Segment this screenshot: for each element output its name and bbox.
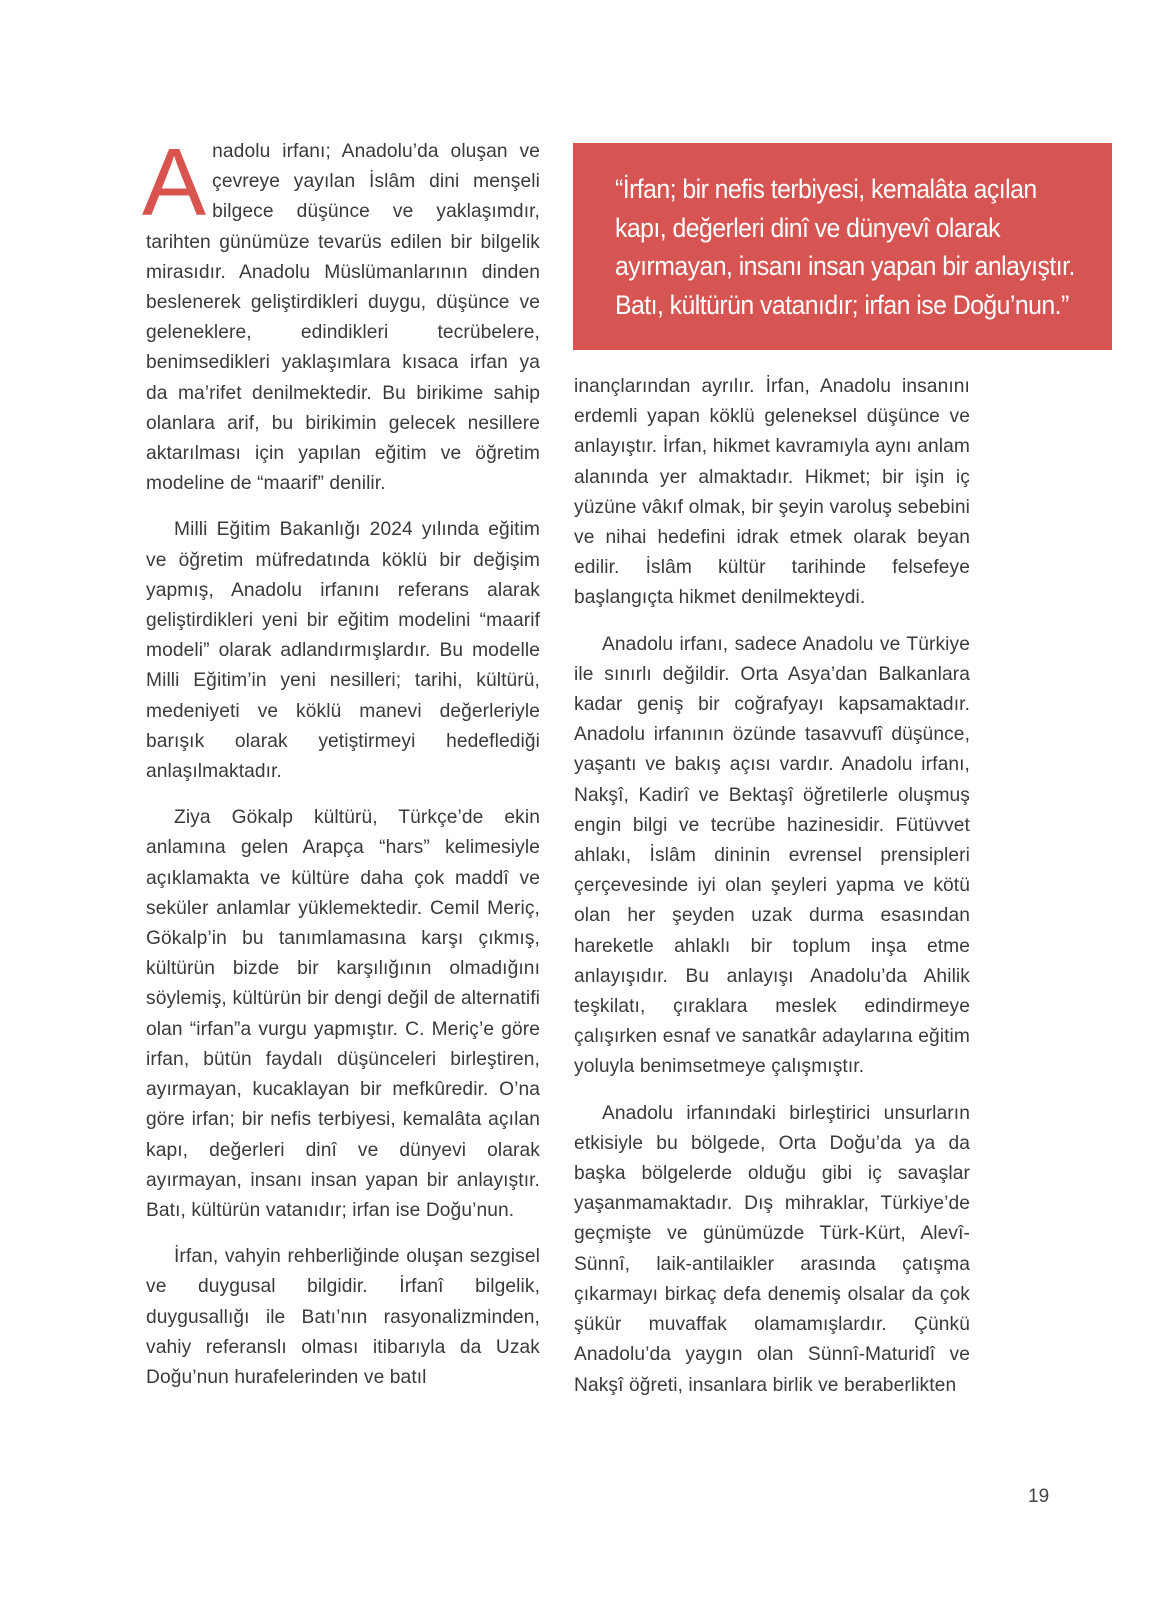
drop-cap: A xyxy=(142,129,207,236)
pull-quote-box xyxy=(573,143,1112,350)
article-paragraph-intro xyxy=(142,129,540,499)
page-number: 19 xyxy=(1028,1486,1050,1507)
paragraph-text: nadolu irfanı; Anadolu’da oluşan ve çevreye yayılan İslâm dini menşeli bilgece düşünce ve yaklaşımdır, tarihten günümüze tevarüs edilen bir bilgelik mirasıdır. Anadolu Müslümanlarının dinden beslenerek geliştirdikleri duygu, düşünce ve geleneklere, edindikleri tecrübelere, benimsedikleri yaklaşımlara kısaca irfan ya da ma’rifet denilmektedir. Bu birikime sahip olanlara arif, bu birikimin gelecek nesillere aktarılması için yapılan eğitim ve öğretim modeline de “maarif” denilir. xyxy=(146,141,540,495)
article-paragraph: İrfan, vahyin rehberliğinde oluşan sezgisel ve duygusal bilgidir. İrfanî bilgelik, duygusallığı ile Batı’nın rasyonalizminden, vahiy referanslı olması itibarıyla da Uzak Doğu’nun hurafelerinden ve batıl xyxy=(146,1246,540,1388)
article-paragraph: Anadolu irfanı, sadece Anadolu ve Türkiye ile sınırlı değildir. Orta Asya’dan Balkanlara kadar geniş bir coğrafyayı kapsamaktadır. Anadolu irfanının özünde tasavvufî düşünce, yaşantı ve bakış açısı vardır. Anadolu irfanı, Nakşî, Kadirî ve Bektaşî öğretilerle oluşmuş engin bilgi ve tecrübe hazinesidir. Fütüvvet ahlakı, İslâm dininin evrensel prensipleri çerçevesinde iyi olan şeyleri yapma ve kötü olan her şeyden uzak durma esasından hareketle ahlaklı bir toplum inşa etme anlayışıdır. Bu anlayışı Anadolu’da Ahilik teşkilatı, çıraklara meslek edindirmeye çalışırken esnaf ve sanatkâr adaylarına eğitim yoluyla benimsetmeye çalışmıştır. xyxy=(574,633,970,1078)
pull-quote-line: kapı, değerleri dinî ve dünyevî olarak xyxy=(615,212,1000,243)
article-paragraph-continued: inançlarından ayrılır. İrfan, Anadolu insanını erdemli yapan köklü geleneksel düşünce ve anlayıştır. İrfan, hikmet kavramıyla aynı anlam alanında yer almaktadır. Hikmet; bir işin iç yüzüne vâkıf olmak, bir şeyin varoluş sebebini ve nihai hedefini idrak etmek olarak beyan edilir. İslâm kültür tarihinde felsefeye başlangıçta hikmet denilmekteydi. xyxy=(574,376,970,609)
article-right-column xyxy=(574,372,970,1417)
article-paragraph: Milli Eğitim Bakanlığı 2024 yılında eğitim ve öğretim müfredatında köklü bir değişim yapmış, Anadolu irfanını referans alarak geliştirdikleri yeni bir eğitim modelini “maarif modeli” olarak adlandırmışlardır. Bu modelle Milli Eğitim’in yeni nesilleri; tarihi, kültürü, medeniyeti ve köklü manevi değerleriyle barışık olarak yetiştirmeyi hedeflediği anlaşılmaktadır. xyxy=(146,519,540,783)
pull-quote-text xyxy=(615,170,1093,324)
article-left-column xyxy=(142,129,540,1409)
article-paragraph: Ziya Gökalp kültürü, Türkçe’de ekin anlamına gelen Arapça “hars” kelimesiyle açıklamakta ve kültüre daha çok maddî ve seküler anlamlar yüklemektedir. Cemil Meriç, Gökalp’in bu tanımlamasına karşı çıkmış, kültürün bizde bir karşılığının olmadığını söylemiş, kültürün bir dengi değil de alternatifi olan “irfan”a vurgu yapmıştır. C. Meriç’e göre irfan, bütün faydalı düşünceleri birleştiren, ayırmayan, kucaklayan bir mefkûredir. O’na göre irfan; bir nefis terbiyesi, kemalâta açılan kapı, değerleri dinî ve dünyevi olarak ayırmayan, insanı insan yapan bir anlayıştır. Batı, kültürün vatanıdır; irfan ise Doğu’nun. xyxy=(146,807,540,1221)
pull-quote-line: ayırmayan, insanı insan yapan bir anlayıştır. xyxy=(615,251,1075,281)
pull-quote-line: Batı, kültürün vatanıdır; irfan ise Doğu’nun.” xyxy=(615,289,1069,320)
article-paragraph: Anadolu irfanındaki birleştirici unsurların etkisiyle bu bölgede, Orta Doğu’da ya da başka bölgelerde olduğu gibi iç savaşlar yaşanmamaktadır. Dış mihraklar, Türkiye’de geçmişte ve günümüzde Türk-Kürt, Alevî-Sünnî, laik-antilaikler arasında çatışma çıkarmayı birkaç defa denemiş olsalar da çok şükür muvaffak olamamışlardır. Çünkü Anadolu’da yaygın olan Sünnî-Maturidî ve Nakşî öğreti, insanlara birlik ve beraberlikten xyxy=(574,1102,970,1396)
pull-quote-line: “İrfan; bir nefis terbiyesi, kemalâta açılan xyxy=(615,174,1037,204)
